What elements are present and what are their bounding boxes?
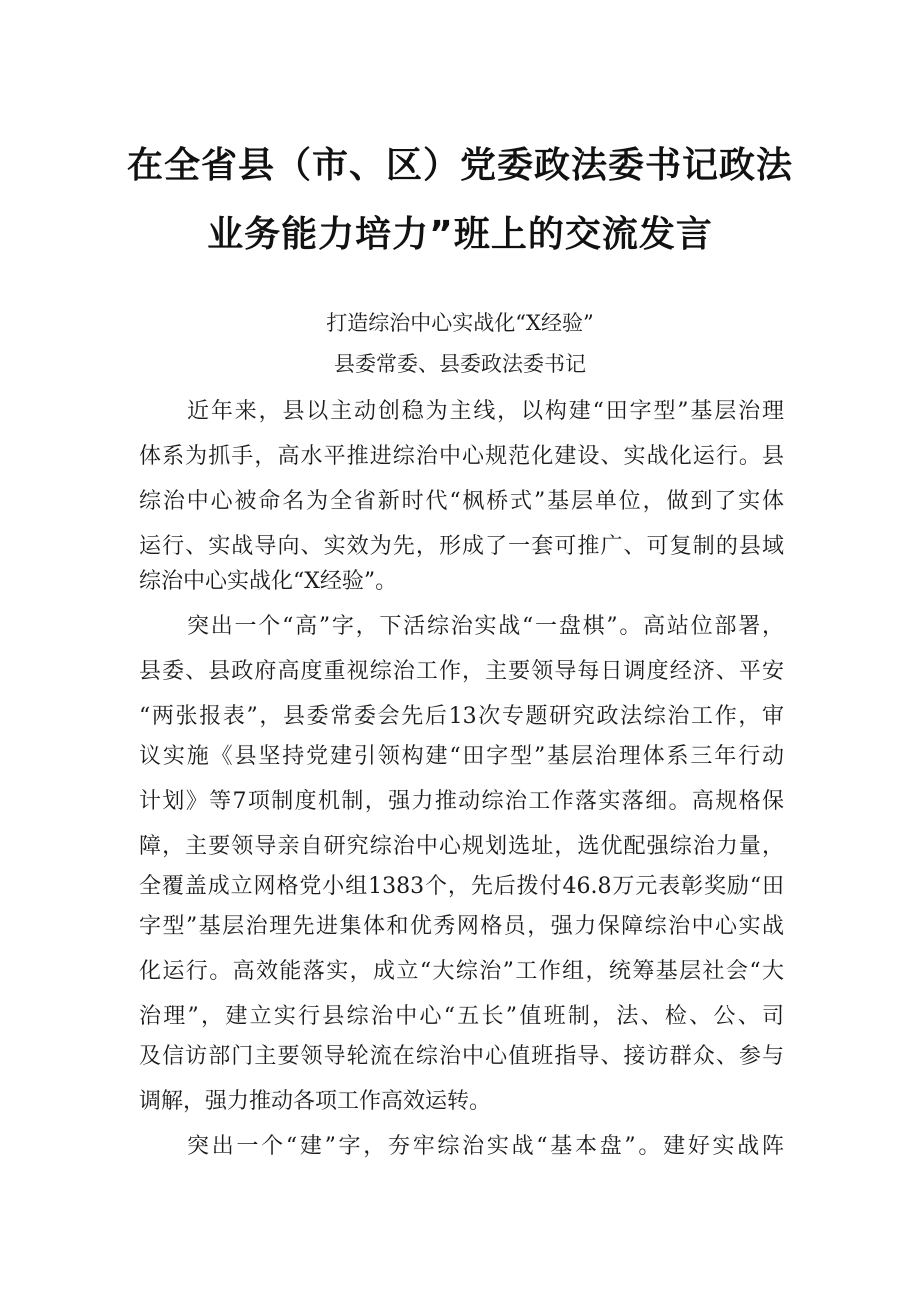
paragraph-line: 县委、县政府高度重视综治工作，主要领导每日调度经济、平安 — [139, 659, 784, 684]
speech-heading: 打造综治中心实战化“X经验” — [326, 311, 594, 335]
paragraph-line: “两张报表”，县委常委会先后13次专题研究政法综治工作，审 — [139, 704, 784, 729]
paragraph-line: 及信访部门主要领导轮流在综治中心值班指导、接访群众、参与 — [139, 1044, 784, 1069]
paragraph-line: 突出一个“高”字，下活综治实战“一盘棋”。高站位部署， — [187, 614, 784, 639]
paragraph-line: 障，主要领导亲自研究综治中心规划选址，选优配强综治力量， — [139, 834, 784, 859]
document-title-line-1: 在全省县（市、区）党委政法委书记政法 — [126, 145, 793, 186]
paragraph-line: 综治中心实战化“X经验”。 — [139, 569, 398, 594]
paragraph-line: 治理”，建立实行县综治中心“五长”值班制，法、检、公、司 — [139, 1004, 784, 1029]
paragraph-line: 调解，强力推动各项工作高效运转。 — [139, 1089, 492, 1114]
paragraph-line: 突出一个“建”字，夯牢综治实战“基本盘”。建好实战阵 — [187, 1134, 784, 1159]
paragraph-line: 字型”基层治理先进集体和优秀网格员，强力保障综治中心实战 — [139, 914, 784, 939]
paragraph-line: 全覆盖成立网格党小组1383个，先后拨付46.8万元表彰奖励“田 — [139, 874, 784, 899]
paragraph-line: 计划》等7项制度机制，强力推动综治工作落实落细。高规格保 — [139, 789, 784, 814]
paragraph-line: 体系为抓手，高水平推进综治中心规范化建设、实战化运行。县 — [139, 444, 784, 469]
document-title-line-2: 业务能力培力”班上的交流发言 — [207, 214, 713, 255]
paragraph-line: 运行、实战导向、实效为先，形成了一套可推广、可复制的县域 — [139, 534, 784, 559]
paragraph-line: 综治中心被命名为全省新时代“枫桥式”基层单位，做到了实体 — [139, 489, 784, 514]
paragraph-line: 议实施《县坚持党建引领构建“田字型”基层治理体系三年行动 — [139, 744, 784, 769]
paragraph-line: 化运行。高效能落实，成立“大综治”工作组，统筹基层社会“大 — [139, 959, 784, 984]
speaker-title: 县委常委、县委政法委书记 — [334, 352, 586, 376]
paragraph-line: 近年来，县以主动创稳为主线，以构建“田字型”基层治理 — [187, 399, 784, 424]
